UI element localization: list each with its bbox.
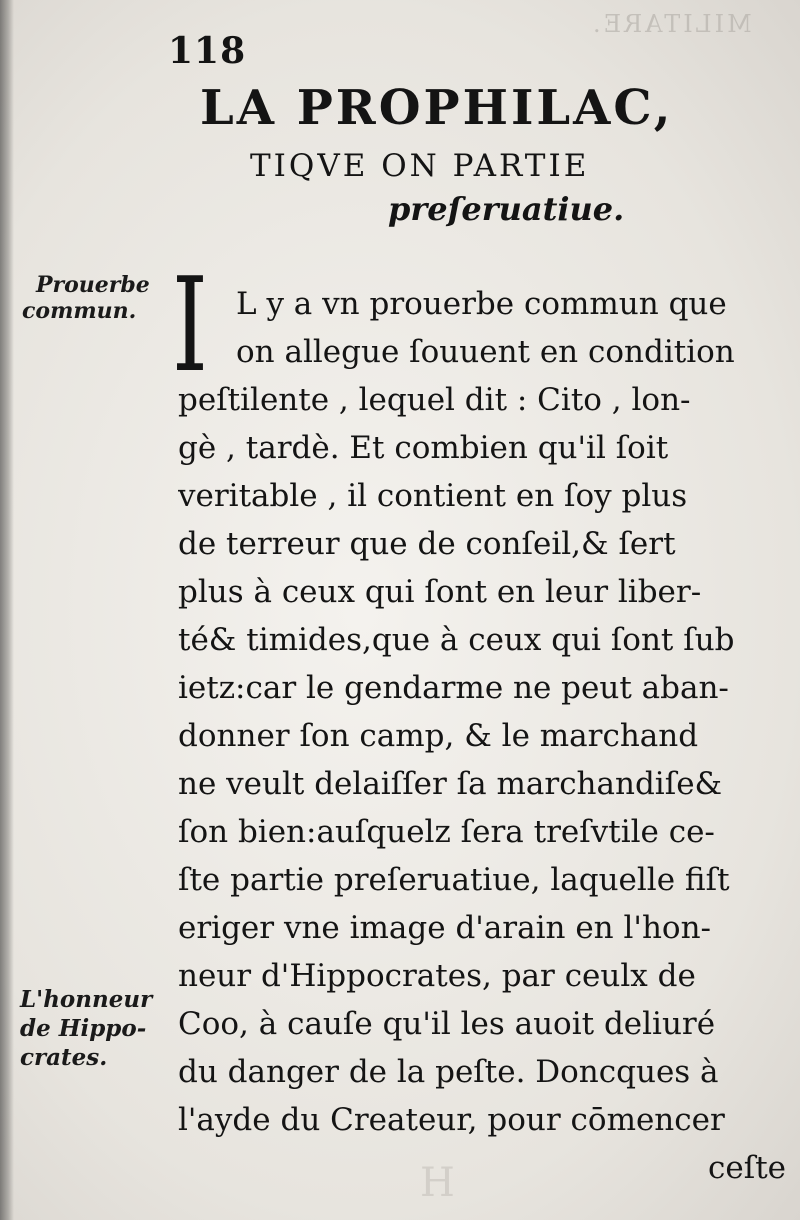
body-text [178,280,790,1192]
page-number: 118 [168,30,247,72]
text-line: du danger de la peſte. Doncques à [178,1054,719,1090]
text-line: neur d'Hippocrates, par ceulx de [178,958,696,994]
margin-note-hippocrates [20,985,180,1072]
drop-cap: I [172,249,208,401]
chapter-subtitle: preſeruatiue. [388,190,625,228]
text-line: té& timides,que à ceux qui ſont ſub [178,622,735,658]
text-line: ne veult delaiſſer ſa marchandiſe& [178,766,723,802]
catchword: ceſte [708,1150,786,1186]
margin-note-proverb [22,272,172,324]
margin-note-line: crates. [20,1044,108,1071]
text-line: peſtilente , lequel dit : Cito , lon- [178,382,691,418]
page-gutter-shadow [0,0,14,1220]
text-line: ietz:car le gendarme ne peut aban- [178,670,729,706]
margin-note-line: commun. [22,298,137,324]
bleed-through-text-top: MILITARE. [590,10,752,38]
margin-note-line: L'honneur [20,986,153,1013]
text-line: gè , tardè. Et combien qu'il ſoit [178,430,669,466]
text-line: veritable , il contient en ſoy plus [178,478,688,514]
text-line: eriger vne image d'arain en l'hon- [178,910,712,946]
text-line: donner ſon camp, & le marchand [178,718,699,754]
chapter-title-line-2: TIQVE ON PARTIE [250,148,590,184]
text-line: L y a vn prouerbe commun que [236,286,727,322]
chapter-title-line-1: LA PROPHILAC, [200,80,674,136]
bleed-through-text-bottom: H [420,1160,455,1206]
text-line: Coo, à cauſe qu'il les auoit deliuré [178,1006,716,1042]
text-line: plus à ceux qui ſont en leur liber- [178,574,702,610]
text-line: on allegue ſouuent en condition [236,334,735,370]
text-line: ſte partie preſeruatiue, laquelle fiſt [178,862,730,898]
text-line: l'ayde du Createur, pour cōmencer [178,1102,725,1138]
text-line: ſon bien:auſquelz ſera treſvtile ce- [178,814,715,850]
margin-note-line: Prouerbe [36,272,150,298]
margin-note-line: de Hippo- [20,1015,147,1042]
text-line: de terreur que de conſeil,& ſert [178,526,676,562]
